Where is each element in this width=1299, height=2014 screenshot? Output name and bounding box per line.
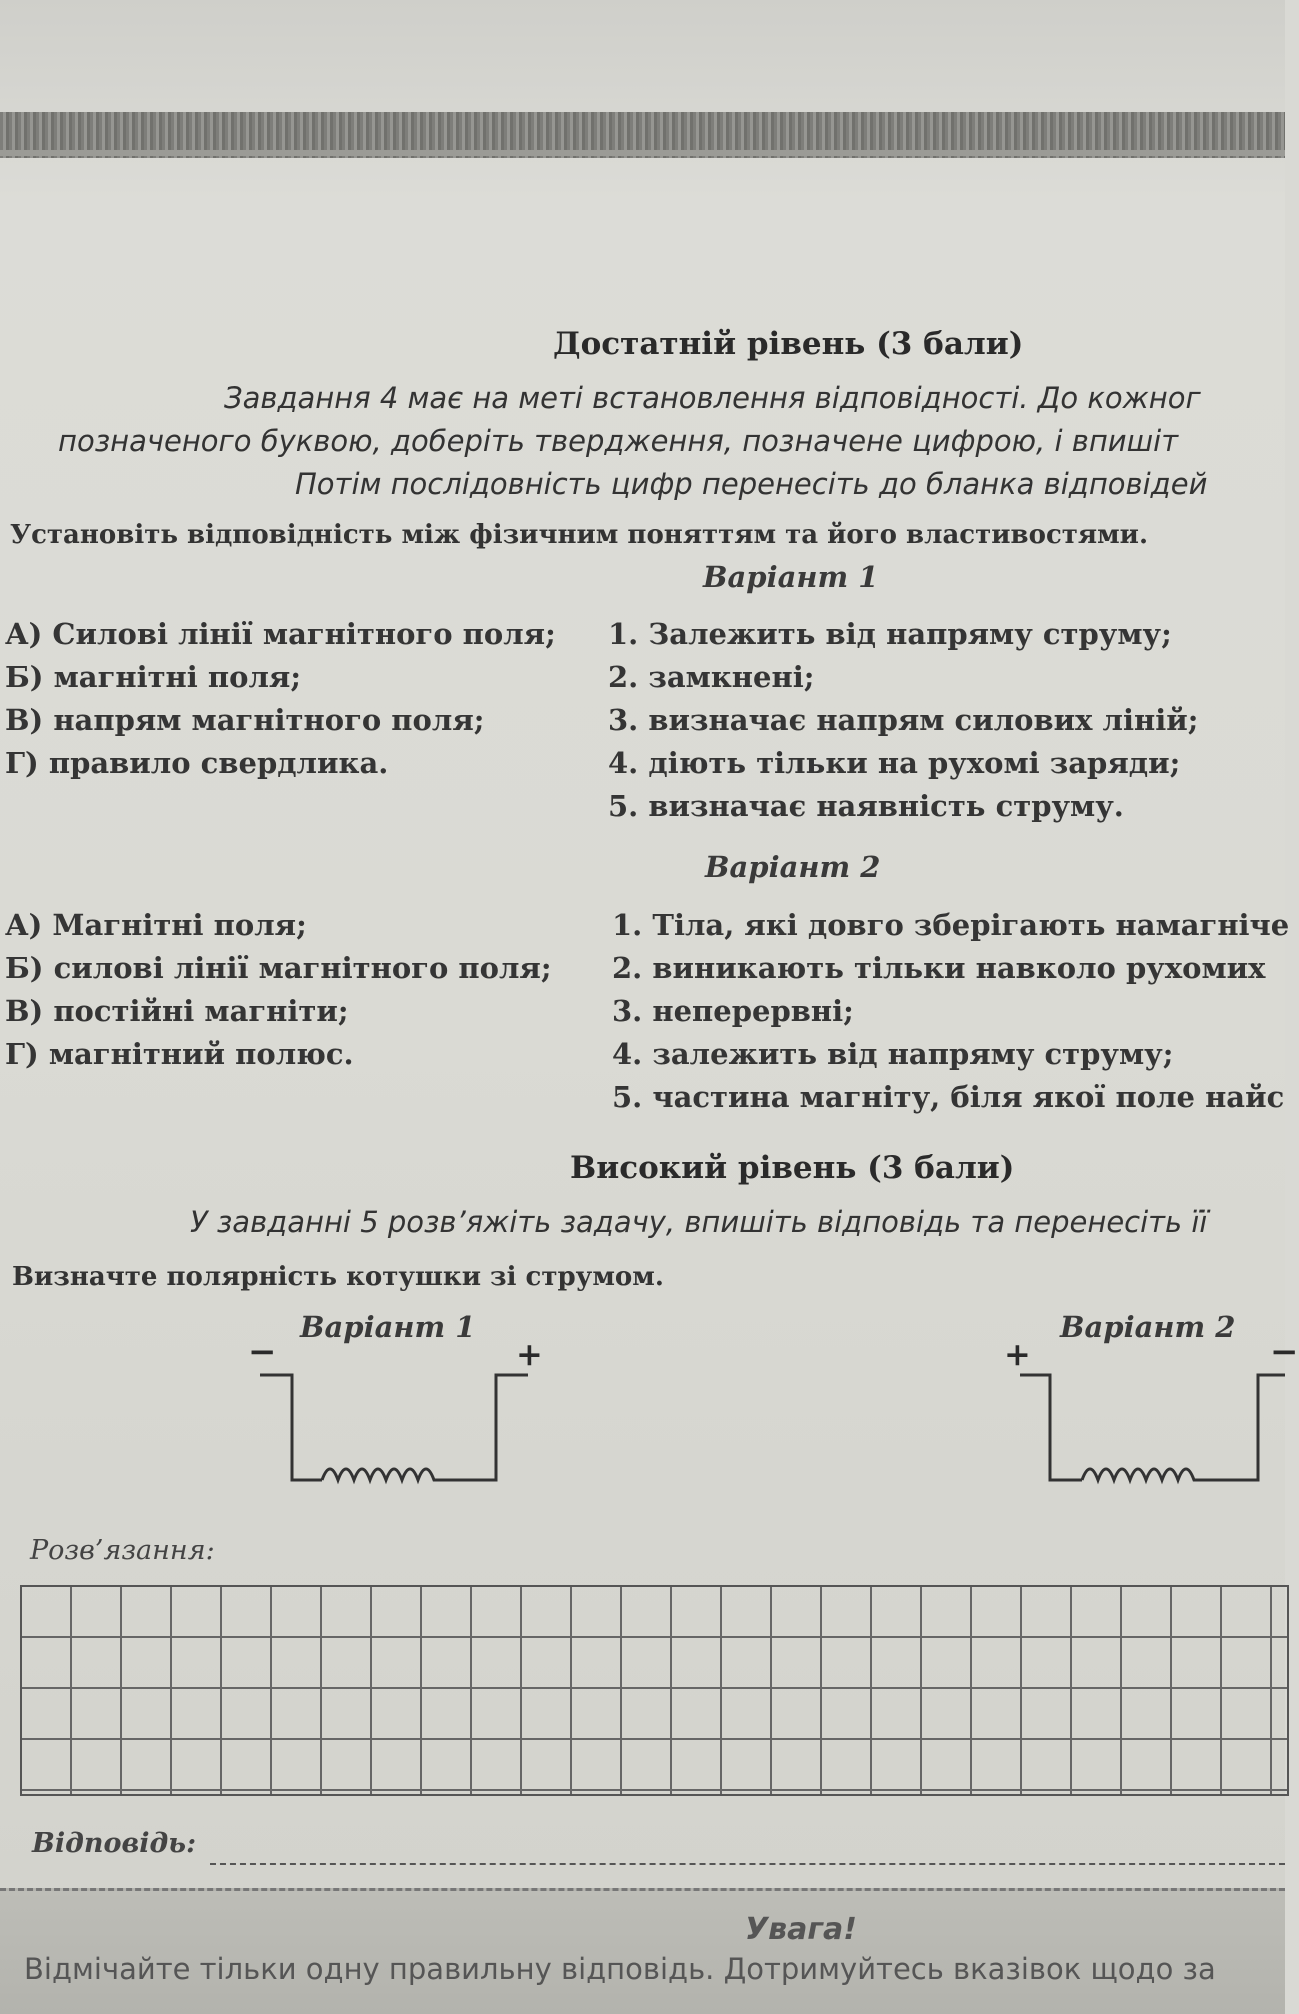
instruction-line-1: Завдання 4 має на меті встановлення відповідності. До кожног bbox=[224, 381, 1201, 415]
v1-minus-sign: − bbox=[248, 1332, 277, 1372]
v1-left-c: В) напрям магнітного поля; bbox=[5, 703, 485, 737]
top-divider bbox=[0, 150, 1285, 156]
v1-right-3: 3. визначає напрям силових ліній; bbox=[608, 703, 1199, 737]
coil-variant2-label: Варіант 2 bbox=[1060, 1310, 1236, 1344]
question-5: Визначте полярність котушки зі струмом. bbox=[12, 1262, 664, 1292]
v2-left-a: А) Магнітні поля; bbox=[5, 908, 307, 942]
coil-diagram-variant2 bbox=[1020, 1370, 1285, 1520]
v2-left-c: В) постійні магніти; bbox=[5, 994, 349, 1028]
variant2-label: Варіант 2 bbox=[705, 850, 881, 884]
instruction-5: У завданні 5 розв’яжіть задачу, впишіть відповідь та перенесіть її bbox=[190, 1205, 1208, 1239]
coil-diagram-variant1 bbox=[260, 1370, 530, 1520]
v2-right-2: 2. виникають тільки навколо рухомих bbox=[612, 951, 1266, 985]
v2-right-3: 3. неперервні; bbox=[612, 994, 854, 1028]
solution-label: Розв’язання: bbox=[30, 1535, 215, 1566]
instruction-line-3: Потім послідовність цифр перенесіть до бланка відповідей bbox=[295, 467, 1208, 501]
v1-right-5: 5. визначає наявність струму. bbox=[608, 789, 1124, 823]
v1-plus-sign: + bbox=[516, 1335, 543, 1373]
v2-left-d: Г) магнітний полюс. bbox=[5, 1037, 354, 1071]
section-title-sufficient: Достатній рівень (3 бали) bbox=[553, 326, 1024, 362]
instruction-line-2: позначеного буквою, доберіть твердження, позначене цифрою, і впишіт bbox=[58, 424, 1179, 458]
v2-right-1: 1. Тіла, які довго зберігають намагніче bbox=[612, 908, 1290, 942]
answer-label: Відповідь: bbox=[32, 1828, 197, 1859]
v1-right-4: 4. діють тільки на рухомі заряди; bbox=[608, 746, 1181, 780]
v2-plus-sign: + bbox=[1004, 1335, 1031, 1373]
section-title-high: Високий рівень (3 бали) bbox=[570, 1150, 1015, 1186]
v1-left-d: Г) правило свердлика. bbox=[5, 746, 389, 780]
footer-band bbox=[0, 1888, 1285, 2014]
v1-left-b: Б) магнітні поля; bbox=[5, 660, 302, 694]
v2-minus-sign: − bbox=[1270, 1332, 1299, 1372]
v1-left-a: А) Силові лінії магнітного поля; bbox=[5, 617, 556, 651]
v2-left-b: Б) силові лінії магнітного поля; bbox=[5, 951, 552, 985]
question-4: Установіть відповідність між фізичним поняттям та його властивостями. bbox=[10, 520, 1149, 550]
warning-title: Увага! bbox=[745, 1912, 857, 1947]
answer-line[interactable] bbox=[210, 1863, 1285, 1865]
solution-grid[interactable] bbox=[20, 1585, 1289, 1796]
v1-right-2: 2. замкнені; bbox=[608, 660, 815, 694]
v1-right-1: 1. Залежить від напряму струму; bbox=[608, 617, 1172, 651]
variant1-label: Варіант 1 bbox=[703, 560, 879, 594]
v2-right-4: 4. залежить від напряму струму; bbox=[612, 1037, 1174, 1071]
coil-variant1-label: Варіант 1 bbox=[300, 1310, 476, 1344]
warning-text: Відмічайте тільки одну правильну відповідь. Дотримуйтесь вказівок щодо за bbox=[24, 1952, 1216, 1986]
v2-right-5: 5. частина магніту, біля якої поле найс bbox=[612, 1080, 1285, 1114]
